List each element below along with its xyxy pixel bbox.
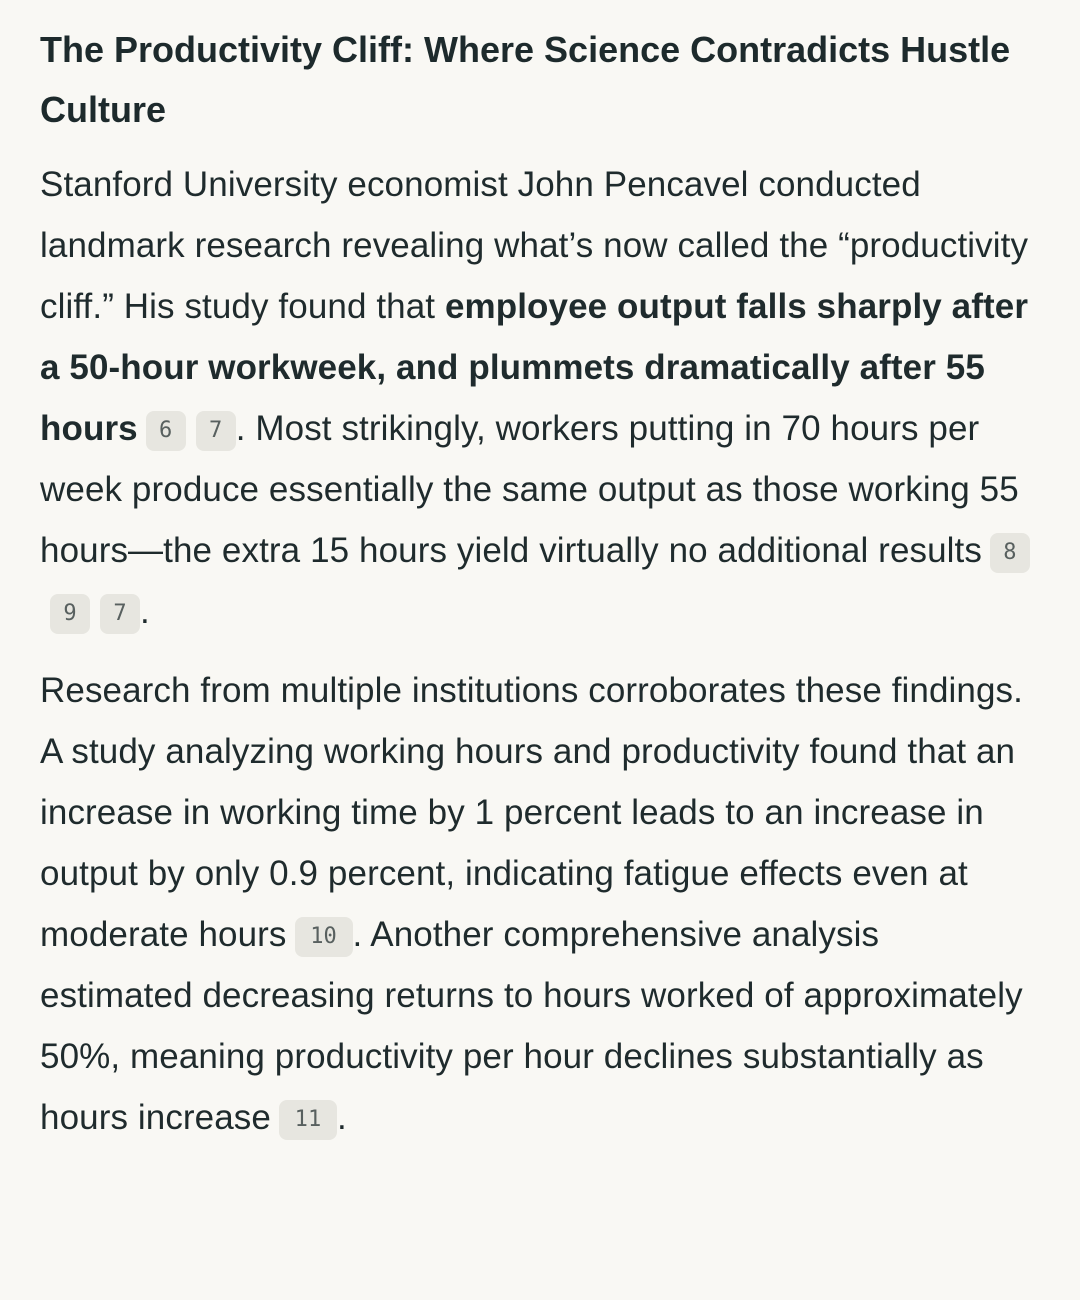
paragraph-text: Research from multiple institutions corroborates these findings. A study analyzing working hours and productivity found that an increase in working time by 1 percent leads to an increase in output by only 0.9 percent, indicating fatigue effects even at moderate hours xyxy=(40,671,1023,954)
paragraph-text: Stanford University economist John Pencavel conducted landmark research revealing what’s now called the “productivity cliff.” His study found that xyxy=(40,165,1029,326)
citation-badge[interactable]: 11 xyxy=(279,1100,337,1140)
paragraph-text: . xyxy=(140,592,150,631)
paragraph-pencavel-study xyxy=(40,154,1040,642)
highlighted-finding: employee output falls sharply after a 50-hour workweek, and plummets dramatically after 55 hours xyxy=(40,287,1029,448)
citation-badge[interactable]: 7 xyxy=(196,411,236,451)
paragraph-text: . Another comprehensive analysis estimated decreasing returns to hours worked of approximately 50%, meaning productivity per hour declines substantially as hours increase xyxy=(40,915,1023,1137)
citation-badge[interactable]: 9 xyxy=(50,594,90,634)
article-title: The Productivity Cliff: Where Science Contradicts Hustle Culture xyxy=(40,29,1011,130)
citation-badge[interactable]: 10 xyxy=(295,917,353,957)
citation-badge[interactable]: 7 xyxy=(100,594,140,634)
paragraph-text: . Most strikingly, workers putting in 70 hours per week produce essentially the same output as those working 55 hours—the extra 15 hours yield virtually no additional results xyxy=(40,409,1019,570)
citation-badge[interactable]: 8 xyxy=(990,533,1030,573)
citation-badge[interactable]: 6 xyxy=(146,411,186,451)
paragraph-corroborating-research xyxy=(40,660,1040,1148)
paragraph-text: . xyxy=(336,1098,347,1137)
